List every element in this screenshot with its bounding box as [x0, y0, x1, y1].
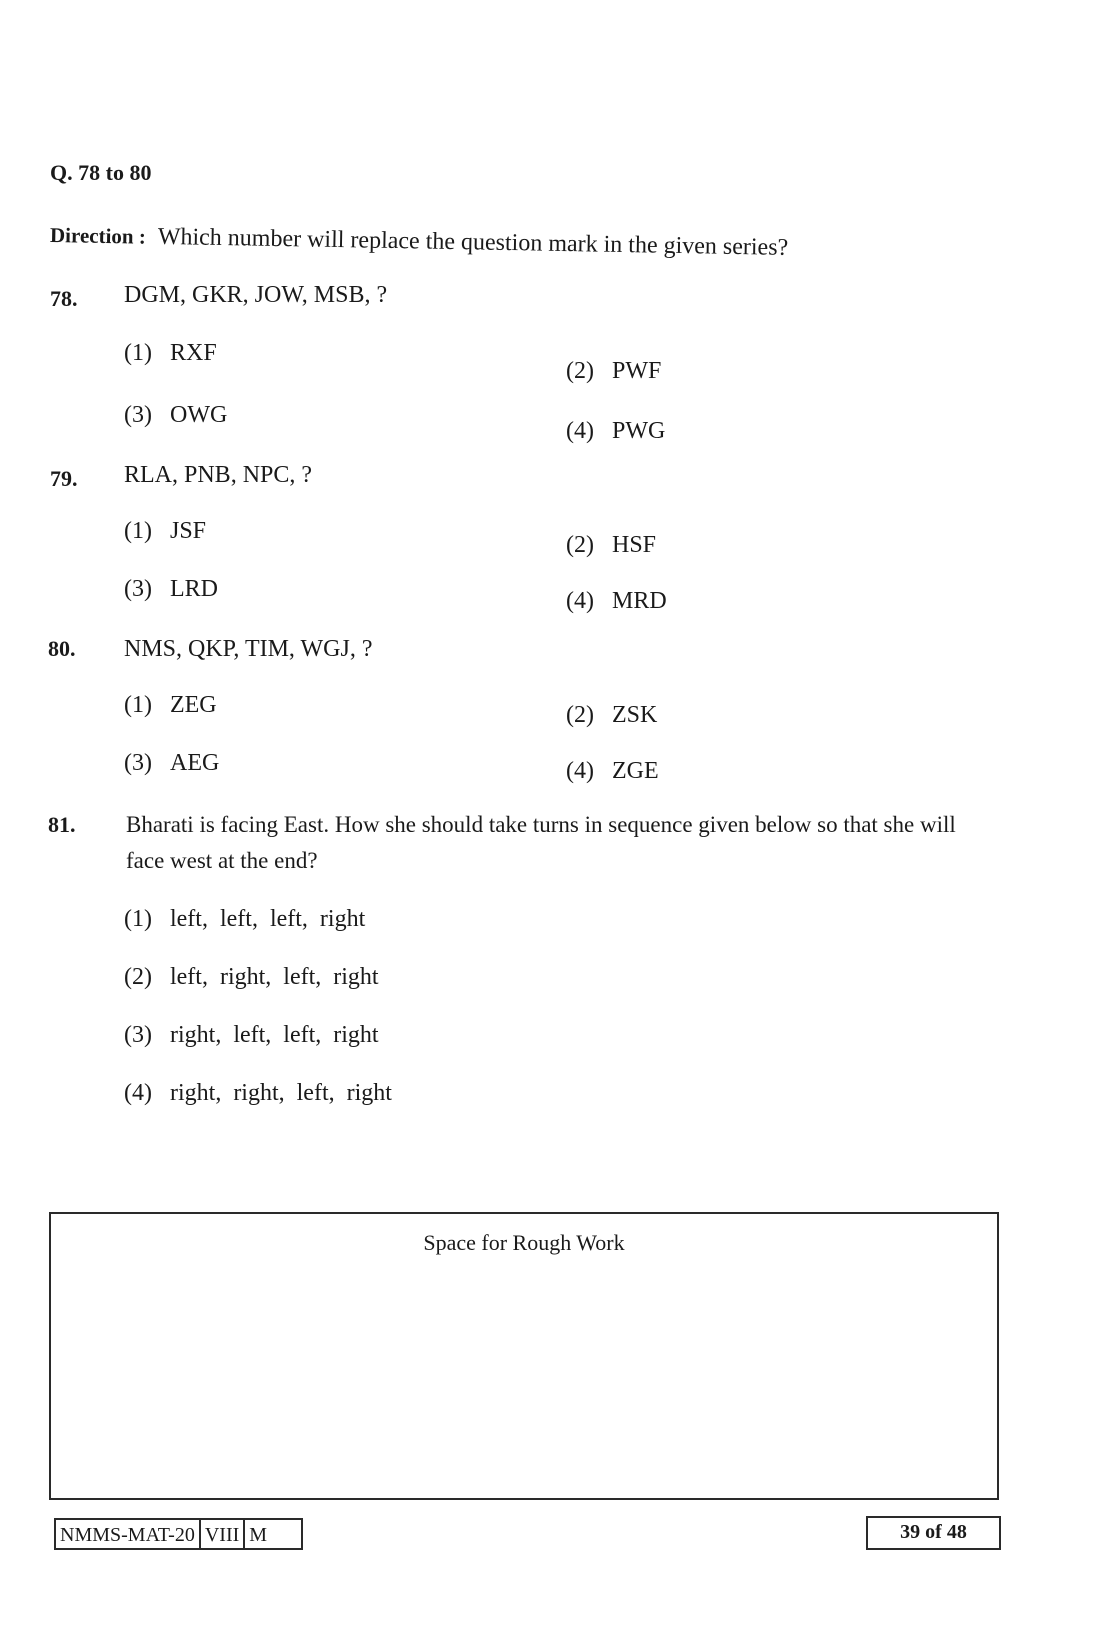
- option-num: (3): [124, 576, 152, 602]
- option-text: AEG: [169, 750, 220, 776]
- question-number-78: 78.: [50, 286, 78, 311]
- direction: [50, 222, 789, 262]
- option-text: LRD: [169, 576, 218, 602]
- rough-work-box: [49, 1212, 999, 1500]
- question-text-80: NMS, QKP, TIM, WGJ, ?: [124, 636, 373, 662]
- direction-text: Which number will replace the question mark in the given series?: [157, 223, 789, 261]
- option-text: left, left, left, right: [169, 906, 366, 932]
- option-80-2[interactable]: [566, 702, 657, 729]
- option-num: (4): [566, 418, 594, 444]
- option-text: right, right, left, right: [169, 1080, 392, 1106]
- question-number-81: 81.: [48, 812, 76, 837]
- option-num: (2): [566, 358, 594, 384]
- option-79-1[interactable]: [124, 518, 206, 545]
- option-num: (3): [124, 1022, 152, 1048]
- option-79-3[interactable]: [124, 576, 218, 603]
- option-num: (1): [124, 518, 152, 544]
- question-text-79: RLA, PNB, NPC, ?: [124, 462, 313, 488]
- question-text-81-line2: face west at the end?: [126, 848, 318, 873]
- direction-label: Direction :: [49, 223, 147, 249]
- option-text: PWF: [611, 358, 662, 384]
- option-num: (3): [124, 750, 152, 776]
- section-header: Q. 78 to 80: [50, 160, 152, 185]
- option-num: (2): [124, 964, 152, 990]
- question-number-79: 79.: [50, 466, 78, 491]
- option-num: (2): [566, 532, 594, 558]
- option-text: ZSK: [611, 702, 658, 728]
- option-81-4[interactable]: [124, 1080, 392, 1107]
- option-text: HSF: [611, 532, 657, 558]
- option-79-4[interactable]: [566, 588, 667, 615]
- option-num: (4): [566, 758, 594, 784]
- option-text: ZEG: [169, 692, 217, 718]
- question-text-81-line1: Bharati is facing East. How she should take turns in sequence given below so that she will: [126, 812, 956, 837]
- option-80-1[interactable]: [124, 692, 217, 719]
- option-79-2[interactable]: [566, 532, 656, 559]
- option-78-4[interactable]: [566, 418, 665, 445]
- question-number-80: 80.: [48, 636, 76, 661]
- option-num: (1): [124, 692, 152, 718]
- option-num: (4): [124, 1080, 152, 1106]
- option-text: left, right, left, right: [169, 964, 379, 990]
- page-number: 39 of 48: [866, 1516, 1001, 1550]
- option-81-1[interactable]: [124, 906, 365, 933]
- option-text: RXF: [169, 340, 217, 366]
- option-num: (1): [124, 906, 152, 932]
- footer-medium: M: [243, 1520, 301, 1548]
- option-78-1[interactable]: [124, 340, 217, 367]
- footer-code-box: [54, 1518, 303, 1550]
- question-text-78: DGM, GKR, JOW, MSB, ?: [124, 282, 388, 308]
- option-text: PWG: [611, 418, 666, 444]
- option-text: right, left, left, right: [169, 1022, 379, 1048]
- footer-class: VIII: [199, 1520, 243, 1548]
- option-81-3[interactable]: [124, 1022, 379, 1049]
- option-num: (1): [124, 340, 152, 366]
- option-text: OWG: [169, 402, 228, 428]
- option-num: (3): [124, 402, 152, 428]
- footer-paper-code: NMMS-MAT-20: [60, 1524, 195, 1546]
- option-num: (4): [566, 588, 594, 614]
- option-78-2[interactable]: [566, 358, 661, 385]
- option-num: (2): [566, 702, 594, 728]
- option-text: MRD: [611, 588, 667, 614]
- option-81-2[interactable]: [124, 964, 379, 991]
- option-80-3[interactable]: [124, 750, 219, 777]
- rough-work-title: Space for Rough Work: [423, 1230, 625, 1255]
- option-78-3[interactable]: [124, 402, 227, 429]
- option-text: ZGE: [611, 758, 659, 784]
- option-80-4[interactable]: [566, 758, 659, 785]
- option-text: JSF: [169, 518, 207, 544]
